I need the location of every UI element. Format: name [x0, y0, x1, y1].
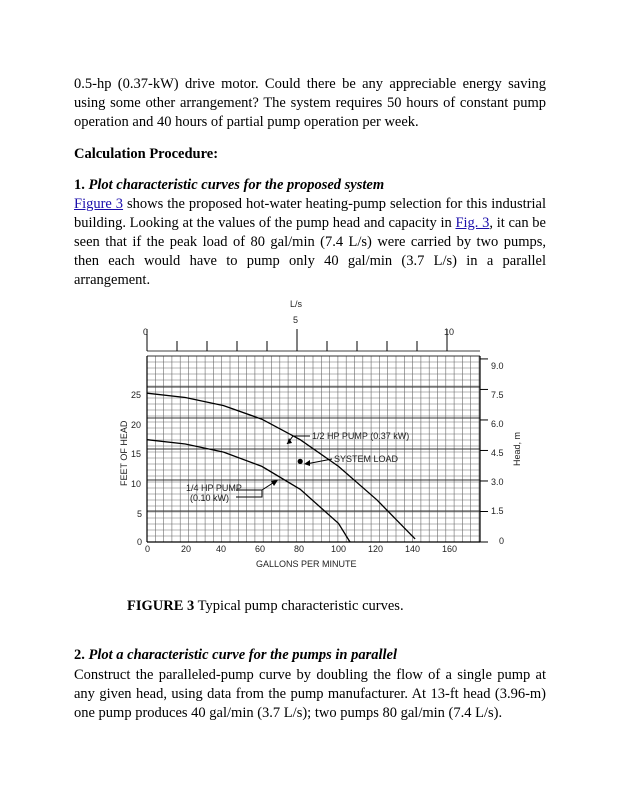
x-tick-label: 40	[216, 544, 227, 554]
x-tick-label: 60	[255, 544, 266, 554]
y-axis-title: FEET OF HEAD	[119, 420, 129, 486]
caption-label: FIGURE 3	[127, 598, 195, 614]
figure-caption	[127, 598, 404, 615]
y-tick-label: 10	[131, 479, 142, 489]
intro-paragraph: 0.5-hp (0.37-kW) drive motor. Could there be any appreciable energy saving using some other arrangement? The system requires 50 hours of constant pump operation and 40 hours of partial pump operation per week.	[74, 76, 546, 130]
quarter-hp-label-2: (0.10 kW)	[190, 493, 230, 503]
right-tick-label: 6.0	[491, 419, 504, 429]
calculation-heading: Calculation Procedure:	[74, 146, 219, 162]
x-tick-label: 0	[145, 544, 151, 554]
step1-text-a: shows the proposed hot-water heating-pump selection for this industrial building. Looking at the values of the pump head and capacity in	[74, 196, 546, 231]
chart-curves	[147, 393, 415, 542]
y-tick-label: 20	[131, 420, 142, 430]
step2-number: 2.	[74, 647, 85, 663]
step2-paragraph: Construct the paralleled-pump curve by doubling the flow of a single pump at any given head, using data from the pump manufacturer. At 13-ft head (3.96-m) one pump produces 40 gal/min (3.7 L/s); two pumps 80 gal/min (7.4 L/s).	[74, 667, 546, 721]
fig-3-link[interactable]: Fig. 3	[455, 215, 490, 231]
y-tick-label: 25	[131, 390, 142, 400]
quarter-hp-label-1: 1/4 HP PUMP	[186, 483, 242, 493]
y-tick-label: 15	[131, 449, 142, 459]
system-load-label: SYSTEM LOAD	[334, 454, 399, 464]
top-axis-label: L/s	[290, 299, 303, 309]
quarter-hp-leader	[236, 481, 276, 490]
right-tick-label: 1.5	[491, 506, 504, 516]
step2-heading	[74, 647, 397, 664]
y-tick-label: 5	[137, 509, 143, 519]
right-tick-label: 9.0	[491, 361, 504, 371]
step1-number: 1.	[74, 177, 85, 193]
top-tick-label: 0	[143, 327, 149, 337]
x-tick-label: 20	[181, 544, 192, 554]
right-tick-label: 7.5	[491, 390, 504, 400]
system-load-point	[298, 459, 303, 464]
x-tick-label: 80	[294, 544, 305, 554]
x-tick-label: 100	[331, 544, 347, 554]
x-tick-label: 120	[368, 544, 384, 554]
step2-title: Plot a characteristic curve for the pumps in parallel	[88, 647, 398, 663]
top-tick-label: 5	[293, 315, 299, 325]
top-tick-label: 10	[444, 327, 455, 337]
right-axis-title: Head, m	[512, 431, 522, 466]
x-tick-label: 140	[405, 544, 421, 554]
figure-3-link[interactable]: Figure 3	[74, 196, 124, 212]
x-axis-title: GALLONS PER MINUTE	[256, 559, 357, 569]
quarter-hp-pump-curve	[147, 440, 350, 542]
x-tick-label: 160	[442, 544, 458, 554]
right-tick-label: 3.0	[491, 477, 504, 487]
right-tick-label: 0	[499, 536, 505, 546]
half-hp-label: 1/2 HP PUMP (0.37 kW)	[312, 431, 410, 441]
right-tick-label: 4.5	[491, 448, 504, 458]
caption-text: Typical pump characteristic curves.	[194, 598, 404, 614]
half-hp-pump-curve	[147, 393, 415, 539]
y-tick-label: 0	[137, 537, 143, 547]
step1-text-b: , it can be seen that if the peak load of 80 gal/min (7.4 L/s) were carried by two pumps, then each would have to pump only 40 gal/min (3.7 L/s) in a parallel arrangement.	[74, 215, 546, 288]
step1-title: Plot characteristic curves for the proposed system	[88, 177, 385, 193]
